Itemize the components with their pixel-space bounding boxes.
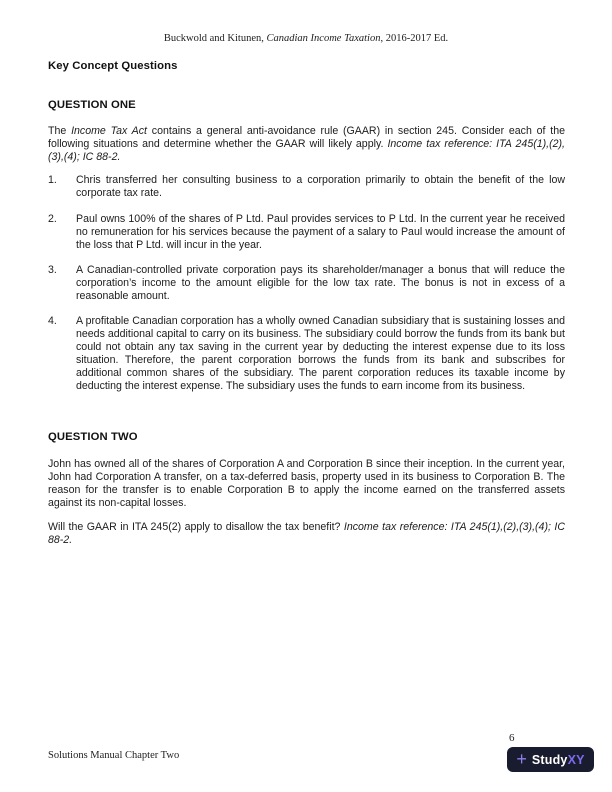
- list-item-text: Chris transferred her consulting business to a corporation primarily to obtain the benefit of the low corporate tax rate.: [76, 174, 565, 199]
- header-edition: , 2016-2017 Ed.: [380, 33, 449, 44]
- brand-name-primary: Study: [531, 752, 568, 767]
- list-item: [48, 315, 565, 392]
- brand-name-accent: XY: [567, 752, 585, 767]
- list-item: [48, 213, 565, 252]
- intro-tax-reference: Income tax reference: ITA 245(1),(2),(3),(4); IC 88-2.: [48, 137, 565, 163]
- question-two-heading: QUESTION TWO: [48, 431, 138, 443]
- studyxy-logo: [507, 747, 594, 772]
- list-item-number: 1.: [48, 174, 57, 186]
- intro-text-before: The: [48, 125, 72, 137]
- plus-icon: +: [516, 748, 527, 769]
- page-number: 6: [509, 732, 515, 744]
- question-two-question: [48, 521, 565, 547]
- list-item-text: A Canadian-controlled private corporation pays its shareholder/manager a bonus that will reduce the corporation’s income to the amount eligible for the low tax rate. The bonus is not in excess of a reasonable amount.: [76, 264, 565, 302]
- intro-text-mid: contains a general anti-avoidance rule (GAAR) in section 245. Consider each of the following situations and determine whether the GAAR will likely apply.: [48, 125, 566, 150]
- question-one-intro: [48, 125, 565, 164]
- list-item-number: 3.: [48, 264, 57, 276]
- list-item-text: Paul owns 100% of the shares of P Ltd. Paul provides services to P Ltd. In the current year he received no remuneration for his services because the payment of a salary to Paul would increase the amount of the loss that P Ltd. will incur in the year.: [76, 213, 565, 251]
- list-item: [48, 264, 565, 303]
- list-item-number: 2.: [48, 213, 57, 225]
- question-two-paragraph: John has owned all of the shares of Corporation A and Corporation B since their inception. In the current year, John had Corporation A transfer, on a tax-deferred basis, property used in its business to Corporation B. The reason for the transfer is to enable Corporation B to apply the income earned on the transferred assets against its non-capital losses.: [48, 458, 565, 509]
- section-title: Key Concept Questions: [48, 60, 178, 72]
- footer-title: Solutions Manual Chapter Two: [48, 750, 180, 761]
- header-book-title: Canadian Income Taxation: [266, 33, 381, 44]
- question-one-heading: QUESTION ONE: [48, 99, 136, 111]
- brand-wordmark: [532, 753, 585, 767]
- header-authors: Buckwold and Kitunen,: [163, 33, 267, 44]
- question-two-tax-reference: Income tax reference: ITA 245(1),(2),(3),(4); IC 88-2.: [48, 521, 565, 546]
- list-item-number: 4.: [48, 315, 57, 327]
- list-item-text: A profitable Canadian corporation has a wholly owned Canadian subsidiary that is sustaining losses and needs additional capital to carry on its business. The subsidiary could borrow the funds from its bank but could not obtain any tax saving in the current year by deducting the interest expense due to its loss situation. Therefore, the parent corporation borrows the funds from its bank and subscribes for additional common shares of the subsidiary. The parent corporation reduces its taxable income by deducting the interest expense. The subsidiary uses the funds to earn income from its business.: [76, 315, 565, 392]
- intro-act-title: Income Tax Act: [71, 125, 147, 137]
- question-two-question-text: Will the GAAR in ITA 245(2) apply to disallow the tax benefit?: [48, 521, 344, 533]
- running-header: [0, 33, 612, 44]
- list-item: [48, 174, 565, 200]
